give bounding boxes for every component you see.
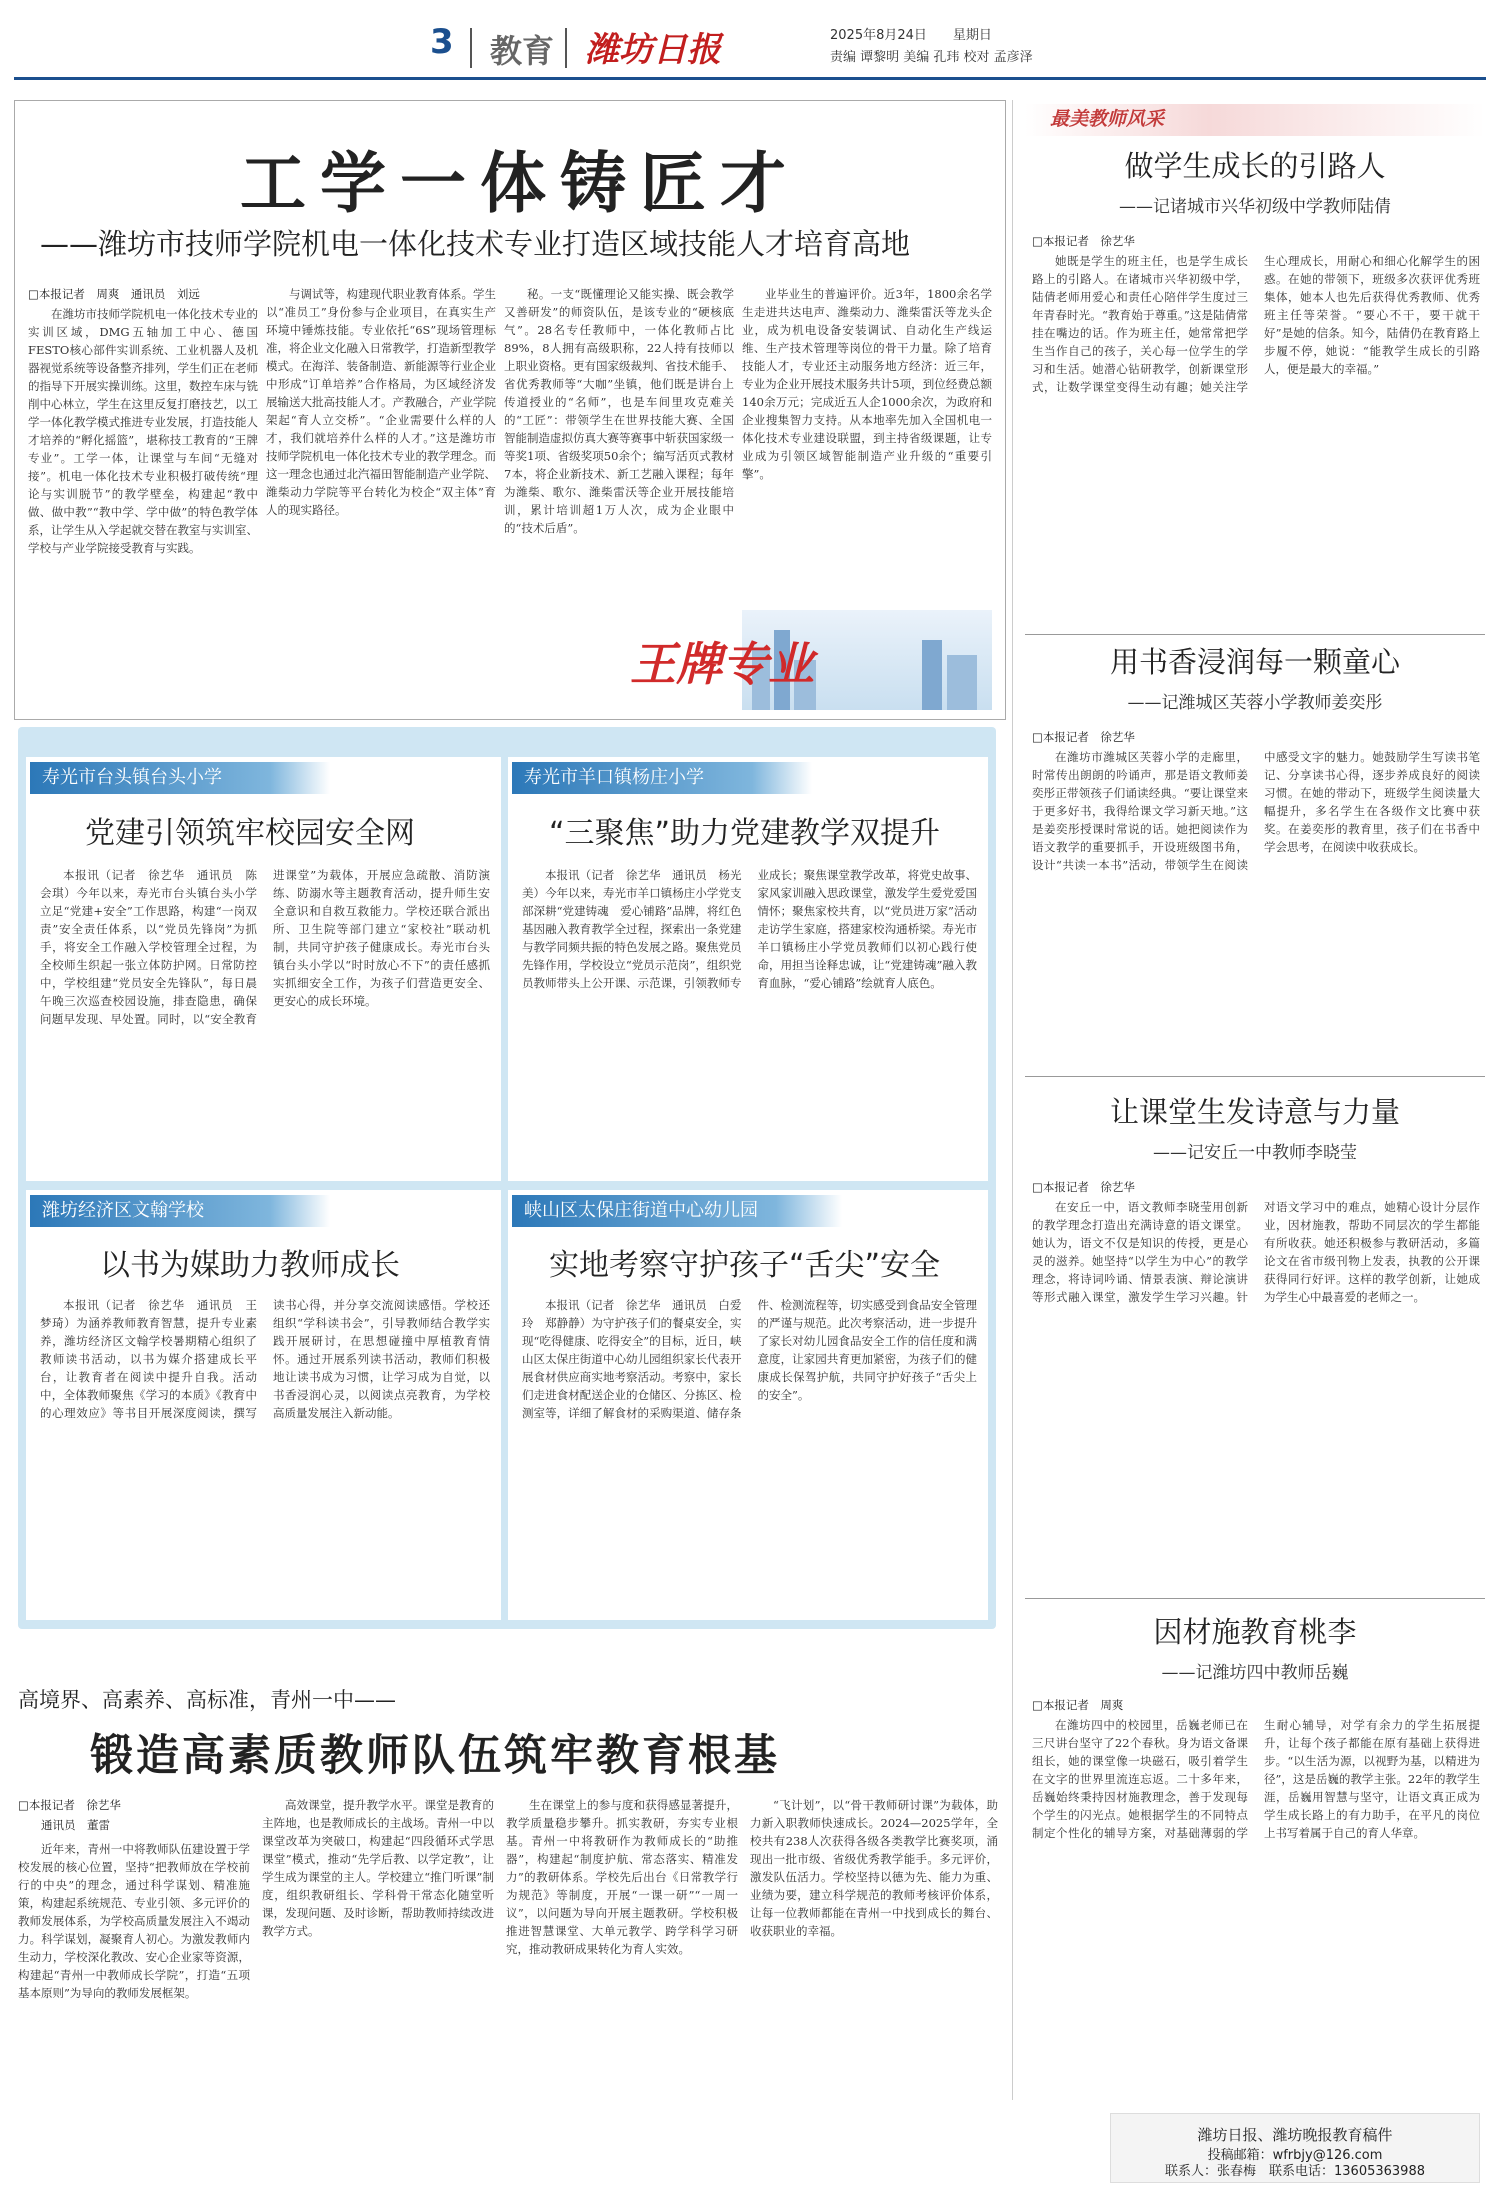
column-divider bbox=[1012, 100, 1013, 2100]
news-c-text: 本报讯（记者 徐艺华 通讯员 王梦琦）为涵养教师教育智慧，提升专业素养，潍坊经济区文翰学校暑期精心组织了教师读书活动，以书为媒介搭建成长平台，让教育者在阅读中提升自我。活动中，全体教师聚焦《学习的本质》《教育中的心理效应》等书目开展深度阅读，撰写读书心得，并分享交流阅读感悟。学校还组织“学科读书会”，引导教师结合教学实践开展研讨，在思想碰撞中厚植教育情怀。通过开展系列读书活动，教师们积极地让读书成为习惯，让学习成为自觉，以书香浸润心灵，以阅读点亮教育，为学校高质量发展注入新动能。 bbox=[40, 1298, 490, 1420]
lead-col-2-text: 与调试等，构建现代职业教育体系。学生以“准员工”身份参与企业项目，在真实生产环境中锤炼技能。专业依托“6S”现场管理标准，将企业文化融入日常教学，打造新型教学模式。在海洋、装备制造、新能源等行业企业中形成“订单培养”合作格局，为区域经济发展输送大批高技能人才。产教融合，产业学院架起“育人立交桥”。“企业需要什么样的人才，我们就培养什么样的人才。”这是潍坊市技师学院机电一体化技术专业的教学理念。而这一理念也通过北汽福田智能制造产业学院、潍柴动力学院等平台转化为校企“双主体”育人的现实路径。 bbox=[266, 287, 496, 517]
bottom-col-4 bbox=[750, 1796, 998, 2185]
page-number: 3 bbox=[430, 22, 454, 62]
bottom-col-4-text: “飞计划”，以“骨干教师研讨课”为载体，助力新入职教师快速成长。2024—2025学年，全校共有238人次获得各级各类教学比赛奖项，涌现出一批市级、省级优秀教学能手。多元评价，激发队伍活力。学校坚持以德为先、能力为重、业绩为要，建立科学规范的教师考核评价体系，让每一位教师都能在青州一中找到成长的舞台、收获职业的幸福。 bbox=[750, 1798, 998, 1938]
lead-title: 工学一体铸匠才 bbox=[240, 145, 800, 222]
header-divider-2 bbox=[565, 28, 567, 68]
profile-4-body bbox=[1032, 1716, 1480, 2104]
profile-1-title: 做学生成长的引路人 bbox=[1124, 149, 1386, 183]
profile-divider-1 bbox=[1025, 634, 1485, 635]
bottom-col-2 bbox=[262, 1796, 494, 2185]
profile-3-text: 在安丘一中，语文教师李晓莹用创新的教学理念打造出充满诗意的语文课堂。她认为，语文不仅是知识的传授，更是心灵的滋养。她坚持“以学生为中心”的教学理念，将诗词吟诵、情景表演、辩论演讲等形式融入课堂，激发学生学习兴趣。针对语文学习中的难点，她精心设计分层作业，因材施教，帮助不同层次的学生都能有所收获。她还积极参与教研活动，多篇论文在省市级刊物上发表，执教的公开课获得同行好评。这样的教学创新，让她成为学生心中最喜爱的老师之一。 bbox=[1032, 1200, 1480, 1304]
right-banner-label: 最美教师风采 bbox=[1050, 108, 1165, 130]
news-d-tag: 峡山区太保庄街道中心幼儿园 bbox=[512, 1195, 842, 1227]
profile-4-text: 在潍坊四中的校园里，岳巍老师已在三尺讲台坚守了22个春秋。身为语文备课组长，她的课堂像一块磁石，吸引着学生在文字的世界里流连忘返。二十多年来，岳巍始终秉持因材施教理念，善于发现每个学生的闪光点。她根据学生的不同特点制定个性化的辅导方案，对基础薄弱的学生耐心辅导，对学有余力的学生拓展提升，让每个孩子都能在原有基础上获得进步。“以生活为源，以视野为基，以精进为径”，这是岳巍的教学主张。22年的教学生涯，岳巍用智慧与坚守，让语文真正成为学生成长路上的有力助手，在平凡的岗位上书写着属于自己的育人华章。 bbox=[1032, 1718, 1480, 1840]
date-text: 2025年8月24日 bbox=[830, 28, 927, 43]
news-a-body bbox=[40, 866, 490, 1174]
weekday-text: 星期日 bbox=[952, 28, 992, 43]
news-a-text: 本报讯（记者 徐艺华 通讯员 陈会琪）今年以来，寿光市台头镇台头小学立足“党建+安全”工作思路，构建“一岗双责”安全责任体系，以“党员先锋岗”为抓手，将安全工作融入学校管理全过程，为全校师生织起一张立体防护网。日常防控中，学校组建“党员安全先锋队”，每日晨午晚三次巡查校园设施，排查隐患，确保问题早发现、早处置。同时，以“安全教育进课堂”为载体，开展应急疏散、消防演练、防溺水等主题教育活动，提升师生安全意识和自救互救能力。学校还联合派出所、卫生院等部门建立“家校社”联动机制，共同守护孩子健康成长。寿光市台头镇台头小学以“时时放心不下”的责任感抓实抓细安全工作，为孩子们营造更安全、更安心的成长环境。 bbox=[40, 868, 490, 1026]
profile-4-byline: □本报记者 周爽 bbox=[1032, 1698, 1124, 1712]
profile-3-title: 让课堂生发诗意与力量 bbox=[1109, 1095, 1400, 1129]
news-b-text: 本报讯（记者 徐艺华 通讯员 杨光美）今年以来，寿光市羊口镇杨庄小学党支部深耕“党建铸魂 爱心铺路”品牌，将红色基因融入教育教学全过程，探索出一条党建与教学同频共振的特色发展之路。聚焦党员先锋作用，学校设立“党员示范岗”，组织党员教师带头上公开课、示范课，引领教师专业成长；聚焦课堂教学改革，将党史故事、家风家训融入思政课堂，激发学生爱党爱国情怀；聚焦家校共育，以“党员进万家”活动走访学生家庭，搭建家校沟通桥梁。寿光市羊口镇杨庄小学党员教师们以初心践行使命，用担当诠释忠诚，让“党建铸魂”融入教育血脉，“爱心铺路”绘就育人底色。 bbox=[522, 868, 977, 990]
profile-2-body bbox=[1032, 748, 1480, 1068]
profile-1-body bbox=[1032, 252, 1480, 627]
profile-2-byline: □本报记者 徐艺华 bbox=[1032, 730, 1135, 744]
bottom-byline-1: □本报记者 徐艺华 bbox=[18, 1798, 121, 1812]
submission-line-1: 潍坊日报、潍坊晚报教育稿件 bbox=[1197, 2126, 1393, 2144]
bottom-col-2-text: 高效课堂，提升教学水平。课堂是教育的主阵地，也是教师成长的主战场。青州一中以课堂改革为突破口，构建起“四段循环式学思课堂”模式，推动“先学后教、以学定教”，让学生成为课堂的主人。学校建立“推门听课”制度，组织教研组长、学科骨干常态化随堂听课，发现问题、及时诊断，帮助教师持续改进教学方式。 bbox=[262, 1798, 494, 1938]
profile-divider-3 bbox=[1025, 1598, 1485, 1599]
lead-col-2 bbox=[266, 285, 496, 715]
bottom-col-3-text: 生在课堂上的参与度和获得感显著提升，教学质量稳步攀升。抓实教研，夯实专业根基。青州一中将教研作为教师成长的“助推器”，构建起“制度护航、常态落实、精准发力”的教研体系。学校先后出台《日常教学行为规范》等制度，开展“一课一研”“一周一议”，以问题为导向开展主题教研。学校积极推进智慧课堂、大单元教学、跨学科学习研究，推动教研成果转化为育人实效。 bbox=[506, 1798, 738, 1956]
submission-line-3: 联系人：张春梅 联系电话：13605363988 bbox=[1165, 2164, 1425, 2179]
news-b-title: “三聚焦”助力党建教学双提升 bbox=[548, 816, 941, 851]
issue-date bbox=[830, 24, 1080, 43]
brand-stamp: 王牌专业 bbox=[630, 637, 814, 691]
bottom-title: 锻造高素质教师队伍筑牢教育根基 bbox=[90, 1731, 780, 1781]
news-b-body bbox=[522, 866, 977, 1174]
profile-2-subtitle: ——记潍城区芙蓉小学教师姜奕彤 bbox=[1127, 693, 1383, 713]
news-d-text: 本报讯（记者 徐艺华 通讯员 白爱玲 郑静静）为守护孩子们的餐桌安全，实现“吃得健康、吃得安全”的目标，近日，峡山区太保庄街道中心幼儿园组织家长代表开展食材供应商实地考察活动。考察中，家长们走进食材配送企业的仓储区、分拣区、检测室等，详细了解食材的采购渠道、储存条件、检测流程等，切实感受到食品安全管理的严谨与规范。此次考察活动，进一步提升了家长对幼儿园食品安全工作的信任度和满意度，让家园共育更加紧密，为孩子们的健康成长保驾护航，共同守护好孩子“舌尖上的安全”。 bbox=[522, 1298, 977, 1420]
news-a-title: 党建引领筑牢校园安全网 bbox=[85, 816, 415, 851]
news-c-tag: 潍坊经济区文翰学校 bbox=[30, 1195, 330, 1227]
bottom-kicker: 高境界、高素养、高标准，青州一中—— bbox=[18, 1688, 396, 1712]
lead-col-4-text: 业毕业生的普遍评价。近3年，1800余名学生走进共达电声、潍柴动力、潍柴雷沃等龙头企业，成为机电设备安装调试、自动化生产线运维、生产技术管理等岗位的骨干力量。除了培育技能人才，专业还主动服务地方经济：近三年，专业为企业开展技术服务共计5项，到位经费总额140余万元；完成近五人企1000余次，为政府和企业搜集智力支持。从本地率先加入全国机电一体化技术专业建设联盟，到主持省级课题，让专业成为引领区域智能制造产业升级的“重要引擎”。 bbox=[742, 287, 992, 481]
profile-3-body bbox=[1032, 1198, 1480, 1588]
lead-byline: □本报记者 周爽 通讯员 刘远 bbox=[28, 287, 200, 301]
profile-1-byline: □本报记者 徐艺华 bbox=[1032, 234, 1135, 248]
news-c-body bbox=[40, 1296, 490, 1614]
submission-line-2: 投稿邮箱：wfrbjy@126.com bbox=[1207, 2148, 1383, 2163]
bottom-col-1-text: 近年来，青州一中将教师队伍建设置于学校发展的核心位置，坚持“把教师放在学校前行的中央”的理念，通过科学谋划、精准施策，构建起系统规范、专业引领、多元评价的教师发展体系，为学校高质量发展注入不竭动力。科学谋划，凝聚育人初心。为激发教师内生动力，学校深化教改、安心企业家等资源，构建起“青州一中教师成长学院”，打造“五项基本原则”为导向的教师发展框架。 bbox=[18, 1842, 250, 2000]
editor-credits: 责编 谭黎明 美编 孔玮 校对 孟彦泽 bbox=[830, 50, 1033, 65]
newspaper-logo: 潍坊日报 bbox=[585, 30, 721, 70]
lead-col-1 bbox=[28, 305, 258, 715]
profile-3-byline: □本报记者 徐艺华 bbox=[1032, 1180, 1135, 1194]
profile-divider-2 bbox=[1025, 1076, 1485, 1077]
header-divider bbox=[470, 28, 472, 68]
lead-col-4 bbox=[742, 285, 992, 605]
news-d-body bbox=[522, 1296, 977, 1614]
profile-3-subtitle: ——记安丘一中教师李晓莹 bbox=[1153, 1143, 1357, 1163]
news-d-title: 实地考察守护孩子“舌尖”安全 bbox=[548, 1248, 941, 1283]
section-name: 教育 bbox=[490, 32, 555, 70]
page-header bbox=[14, 22, 1486, 80]
news-b-tag: 寿光市羊口镇杨庄小学 bbox=[512, 762, 812, 794]
bottom-byline-2: 通讯员 董雷 bbox=[41, 1818, 110, 1832]
lead-subtitle: ——潍坊市技师学院机电一体化技术专业打造区域技能人才培育高地 bbox=[40, 227, 911, 261]
profile-4-subtitle: ——记潍坊四中教师岳巍 bbox=[1161, 1663, 1349, 1683]
profile-4-title: 因材施教育桃李 bbox=[1153, 1615, 1357, 1649]
lead-col-3-text: 秘。一支“既懂理论又能实操、既会教学又善研发”的师资队伍，是该专业的“硬核底气”。28名专任教师中，一体化教师占比89%，8人拥有高级职称，22人持有技师以上职业资格。更有国家级裁判、省技术能手、省优秀教师等“大咖”坐镇，他们既是讲台上传道授业的“名师”，也是车间里攻克难关的“工匠”：带领学生在世界技能大赛、全国智能制造虚拟仿真大赛等赛事中斩获国家级一等奖1项、省级奖项50余个；编写活页式教材7本，将企业新技术、新工艺融入课程；每年为潍柴、歌尔、潍柴雷沃等企业开展技能培训，累计培训超1万人次，成为企业眼中的“技术后盾”。 bbox=[504, 287, 734, 535]
news-a-tag: 寿光市台头镇台头小学 bbox=[30, 762, 330, 794]
news-c-title: 以书为媒助力教师成长 bbox=[100, 1248, 400, 1283]
profile-2-text: 在潍坊市潍城区芙蓉小学的走廊里，时常传出朗朗的吟诵声，那是语文教师姜奕彤正带领孩子们诵读经典。“要让课堂来于更多好书，我得给课文学习新天地。”这是姜奕彤授课时常说的话。她把阅读作为语文教学的重要抓手，开设班级图书角，设计“共读一本书”活动，带领学生在阅读中感受文字的魅力。她鼓励学生写读书笔记、分享读书心得，逐步养成良好的阅读习惯。在她的带动下，班级学生阅读量大幅提升，多名学生在各级作文比赛中获奖。在姜奕彤的教育里，孩子们在书香中学会思考，在阅读中收获成长。 bbox=[1032, 750, 1480, 872]
profile-2-title: 用书香浸润每一颗童心 bbox=[1109, 645, 1400, 679]
bottom-col-1 bbox=[18, 1840, 250, 2185]
profile-1-subtitle: ——记诸城市兴华初级中学教师陆倩 bbox=[1119, 197, 1391, 217]
bottom-col-3 bbox=[506, 1796, 738, 2185]
lead-col-1-text: 在潍坊市技师学院机电一体化技术专业的实训区域，DMG五轴加工中心、德国FESTO核心部件实训系统、工业机器人及机器视觉系统等设备整齐排列，学生们正在老师的指导下开展实操训练。这里，数控车床与铣削中心林立，学生在这里反复打磨技艺，以工学一体化教学模式推进专业发展，打造技能人才培养的“孵化摇篮”，堪称技工教育的“王牌专业”。工学一体，让课堂与车间“无缝对接”。机电一体化技术专业积极打破传统“理论与实训脱节”的教学壁垒，构建起“教中做、做中教”“教中学、学中做”的特色教学体系，让学生从入学起就交替在教室与实训室、学校与产业学院接受教育与实践。 bbox=[28, 307, 258, 555]
submission-info-box bbox=[1110, 2113, 1480, 2183]
profile-1-text: 她既是学生的班主任，也是学生成长路上的引路人。在诸城市兴华初级中学，陆倩老师用爱心和责任心陪伴学生度过三年青春时光。“教育始于尊重。”这是陆倩常挂在嘴边的话。作为班主任，她常常把学生当作自己的孩子，关心每一位学生的学习和生活。她潜心钻研教学，创新课堂形式，让数学课堂变得生动有趣；她关注学生心理成长，用耐心和细心化解学生的困惑。在她的带领下，班级多次获评优秀班集体，她本人也先后获得优秀教师、优秀班主任等荣誉。“要心不干，要干就干好”是她的信条。知今，陆倩仍在教育路上步履不停，她说：“能教学生成长的引路人，便是最大的幸福。” bbox=[1032, 254, 1480, 394]
